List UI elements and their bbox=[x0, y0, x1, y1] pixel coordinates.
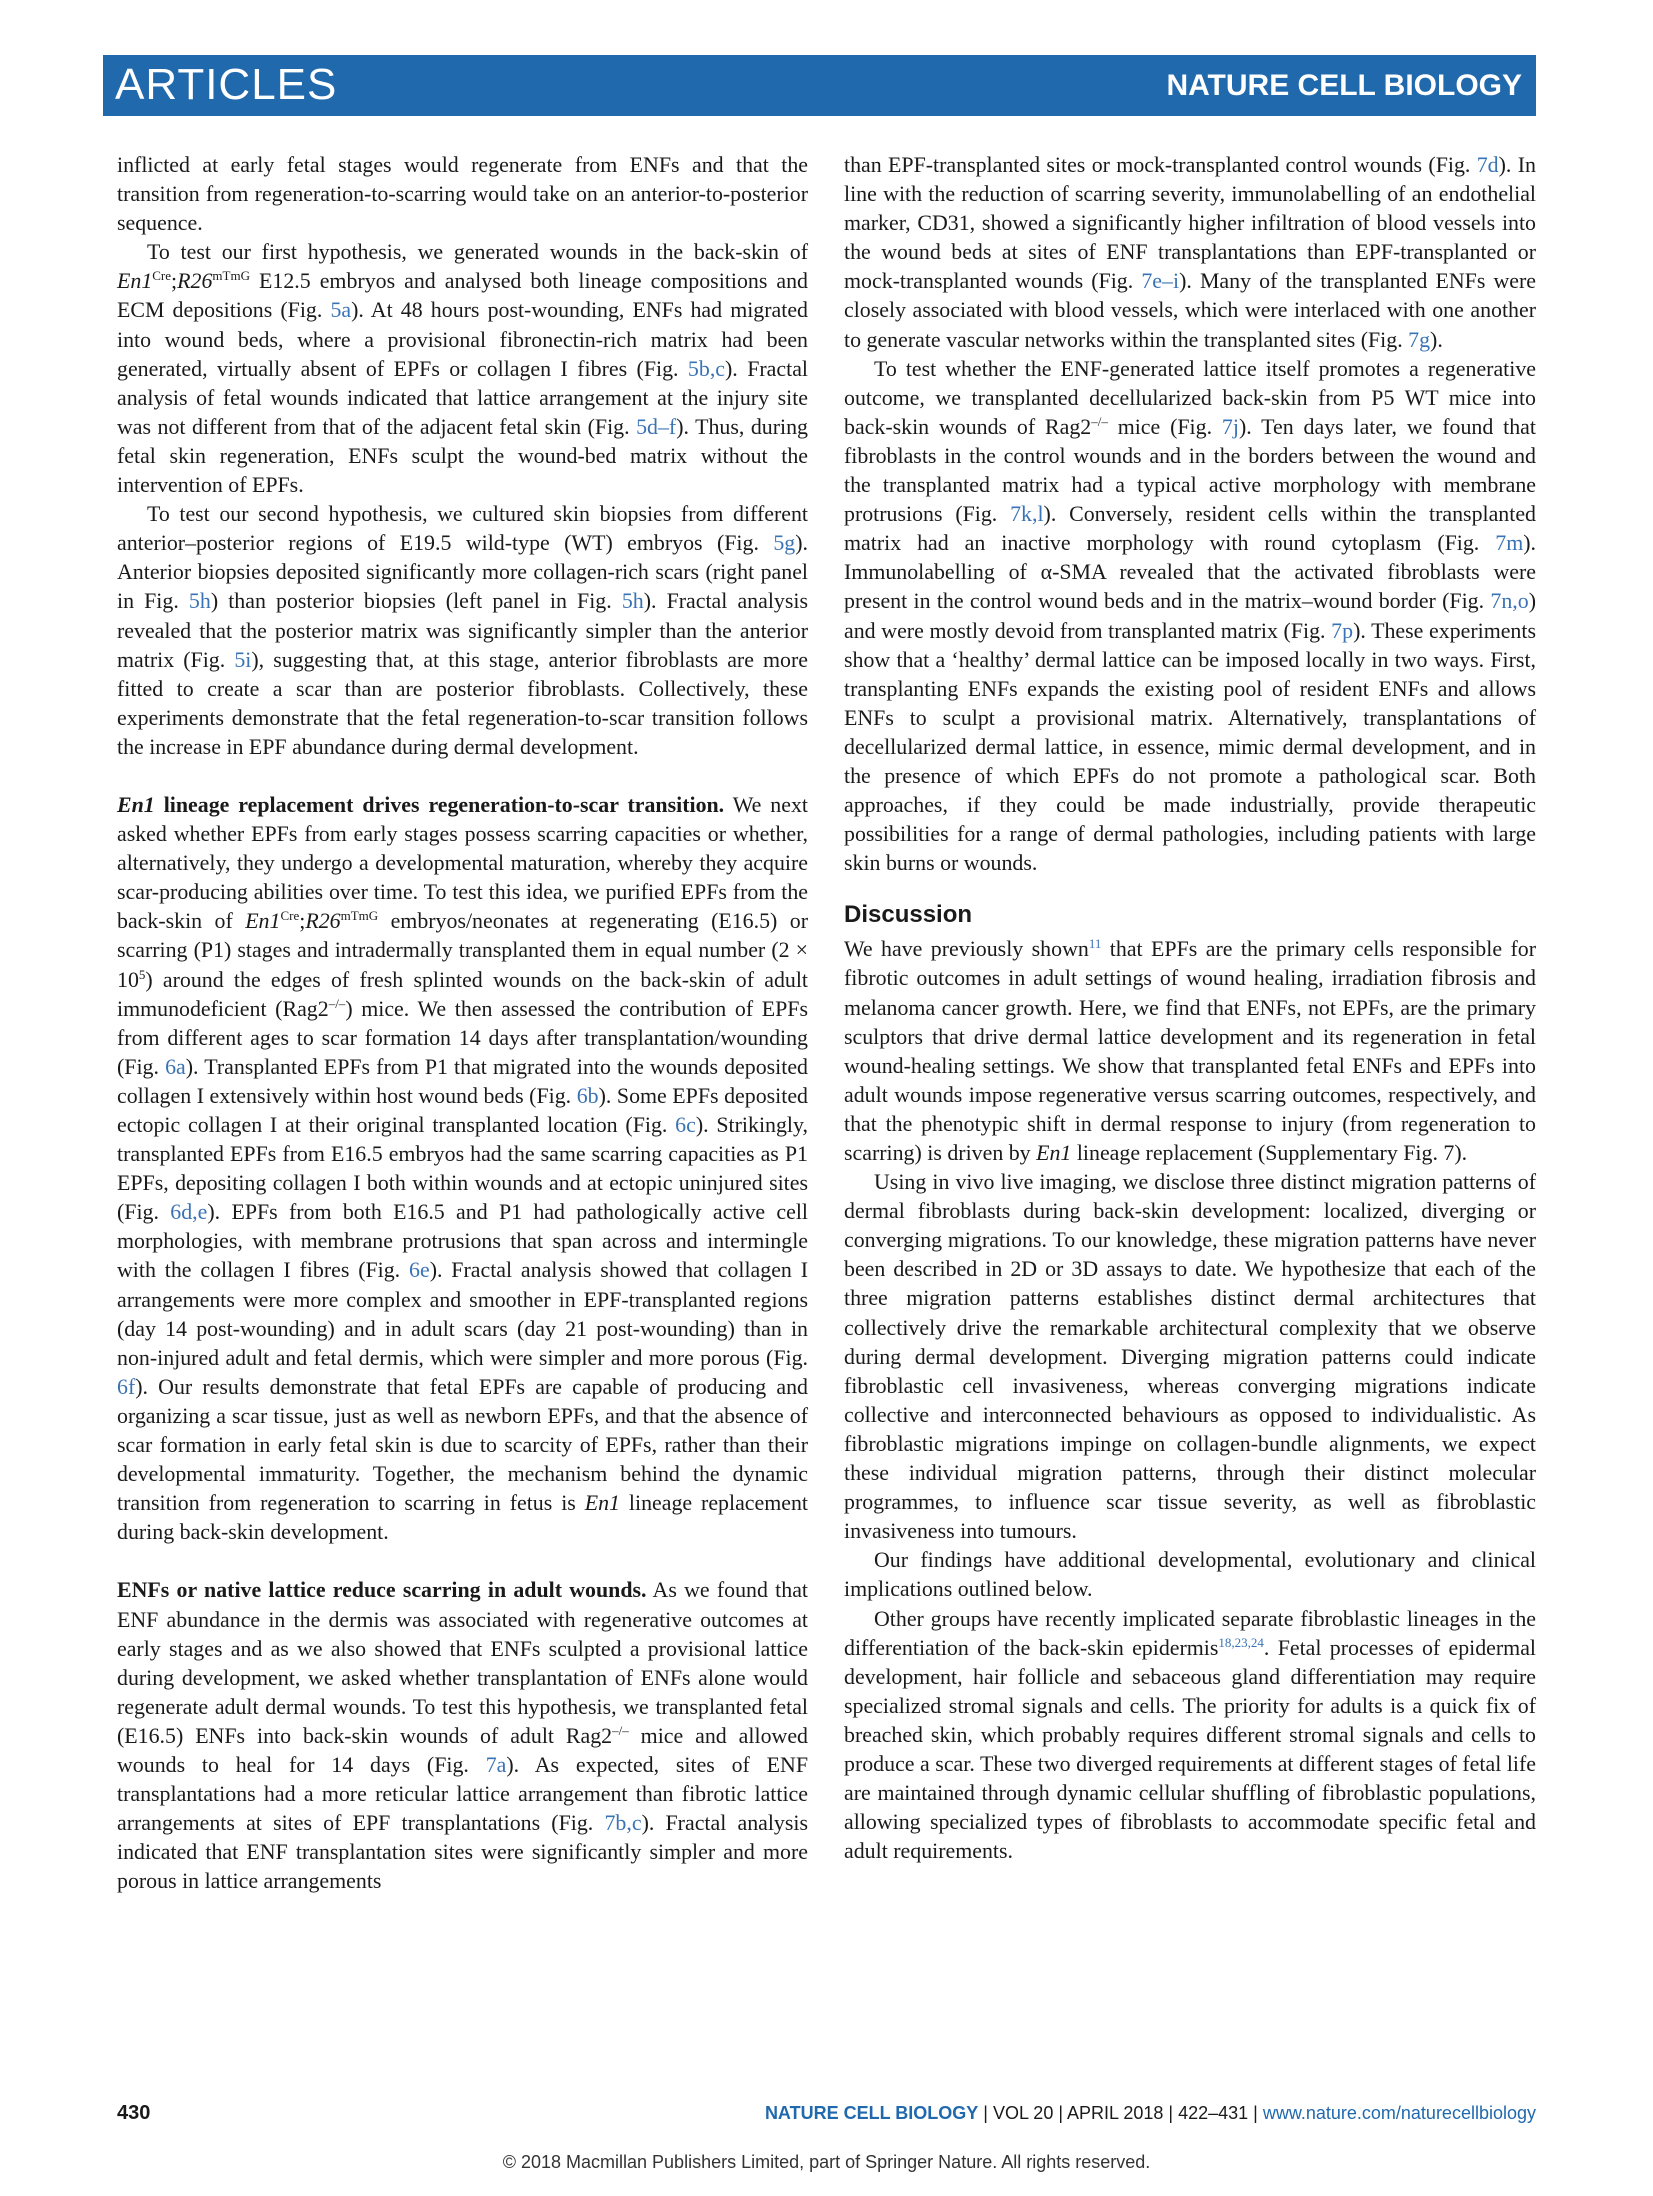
citation-link[interactable]: 11 bbox=[1088, 936, 1102, 952]
figure-link[interactable]: 5i bbox=[234, 646, 252, 672]
journal-name: NATURE CELL BIOLOGY bbox=[1166, 69, 1522, 102]
gene-name: R26 bbox=[305, 908, 341, 934]
copyright-notice: © 2018 Macmillan Publishers Limited, part of Springer Nature. All rights reserved. bbox=[502, 2152, 1151, 2172]
citation-link[interactable]: 18,23,24 bbox=[1218, 1634, 1264, 1650]
page-footer bbox=[117, 2102, 1536, 2128]
figure-link[interactable]: 6e bbox=[409, 1257, 430, 1283]
figure-link[interactable]: 7e–i bbox=[1141, 268, 1180, 294]
figure-link[interactable]: 7n,o bbox=[1490, 588, 1529, 614]
footer-citation: | VOL 20 | APRIL 2018 | 422–431 | bbox=[978, 2103, 1263, 2123]
paragraph: than EPF-transplanted sites or mock-transplanted control wounds (Fig. 7d). In line with the reduction of scarring severity, immunolabelling of an endothelial marker, CD31, showed a significantly higher infiltration of blood vessels into the wound beds at sites of ENF transplantations than EPF-transplanted or mock-transplanted wounds (Fig. 7e–i). Many of the transplanted ENFs were closely associated with blood vessels, which were interlaced with one another to generate vascular networks within the transplanted sites (Fig. 7g). bbox=[844, 152, 1536, 352]
gene-name: En1 bbox=[584, 1490, 620, 1516]
figure-link[interactable]: 7g bbox=[1408, 326, 1431, 352]
figure-link[interactable]: 6a bbox=[165, 1053, 186, 1079]
figure-link[interactable]: 5b,c bbox=[687, 355, 726, 381]
figure-link[interactable]: 6b bbox=[576, 1082, 599, 1108]
paragraph: Using in vivo live imaging, we disclose three distinct migration patterns of dermal fibroblasts during back-skin development: localized, diverging or converging migrations. To our knowledge, these migration patterns have never been described in 2D or 3D assays to date. We hypothesize that each of the three migration patterns establishes distinct dermal architectures that collectively drive the remarkable architectural complexity that we observe during dermal development. Diverging migration patterns could indicate fibroblastic cell invasiveness, whereas converging migrations indicate collective and interconnected behaviours as opposed to individualistic. As fibroblastic migrations impinge on collagen-bundle alignments, we expect these individual migration patterns, through their distinct molecular programmes, to influence scar tissue severity, as well as fibroblastic invasiveness into tumours. bbox=[844, 1169, 1536, 1544]
gene-name: R26 bbox=[177, 268, 213, 294]
figure-link[interactable]: 7p bbox=[1331, 617, 1354, 643]
header-banner bbox=[103, 55, 1536, 116]
paragraph: Other groups have recently implicated separate fibroblastic lineages in the differentiation of the back-skin epidermis$^{18,23,24}$. Fetal processes of epidermal development, hair follicle and sebaceous gland differentiation may require specialized stromal signals and cells. The priority for adults is a quick fix of breached skin, which probably requires different stromal signals and cells to produce a scar. These two diverged requirements at different stages of fetal life are maintained through dynamic cellular shuffling of fibroblastic populations, allowing specialized types of fibroblasts to accommodate specific fetal and adult requirements. bbox=[844, 1605, 1537, 1864]
figure-link[interactable]: 7k,l bbox=[1010, 501, 1044, 527]
journal-url-link[interactable]: www.nature.com/naturecellbiology bbox=[1262, 2103, 1536, 2123]
paragraph: We have previously shown$^{11}$ that EPFs are the primary cells responsible for fibrotic outcomes in adult settings of wound healing, irradiation fibrosis and melanoma cancer growth. Here, we find that ENFs, not EPFs, are the primary sculptors that drive dermal lattice development and its regeneration in fetal wound-healing settings. We show that transplanted fetal ENFs and EPFs into adult wounds impose regenerative versus scarring outcomes, respectively, and that the phenotypic shift in dermal response to injury (from regeneration to scarring) is driven by En1 lineage replacement (Supplementary Fig. 7). bbox=[844, 936, 1536, 1165]
figure-link[interactable]: 6f bbox=[117, 1373, 136, 1399]
subsection-heading: En1 lineage replacement drives regeneration-to-scar transition. bbox=[117, 791, 725, 817]
figure-link[interactable]: 5a bbox=[330, 297, 352, 323]
paragraph: inflicted at early fetal stages would regenerate from ENFs and that the transition from regeneration-to-scarring would take on an anterior-to-posterior sequence. bbox=[117, 152, 808, 236]
figure-link[interactable]: 7d bbox=[1476, 152, 1499, 177]
figure-link[interactable]: 5h bbox=[621, 588, 644, 614]
figure-link[interactable]: 7j bbox=[1221, 413, 1239, 439]
gene-name: En1 bbox=[1036, 1140, 1072, 1165]
figure-link[interactable]: 5d–f bbox=[636, 413, 677, 439]
citation-line bbox=[765, 2103, 1536, 2124]
right-column bbox=[844, 150, 1536, 1865]
page-number: 430 bbox=[117, 2102, 151, 2124]
gene-name: En1 bbox=[117, 268, 153, 294]
footer-journal: NATURE CELL BIOLOGY bbox=[764, 2103, 979, 2123]
figure-link[interactable]: 7a bbox=[485, 1751, 507, 1777]
figure-link[interactable]: 6d,e bbox=[170, 1199, 208, 1225]
left-column bbox=[117, 150, 808, 1895]
paragraph: En1 lineage replacement drives regeneration-to-scar transition. We next asked whether EPFs from early stages possess scarring capacities or whether, alternatively, they undergo a developmental maturation, whereby they acquire scar-producing abilities over time. To test this idea, we purified EPFs from the back-skin of $En1^{Cre};R26^{mTmG}$ embryos/neonates at regenerating (E16.5) or scarring (P1) stages and intradermally transplanted them in equal number $(2 \times 10^5)$ around the edges of fresh splinted wounds on the back-skin of adult immunodeficient (Rag2–/–) mice. We then assessed the contribution of EPFs from different ages to scar formation 14 days after transplantation/wounding (Fig. 6a). Transplanted EPFs from P1 that migrated into the wounds deposited collagen I extensively within host wound beds (Fig. 6b). Some EPFs deposited ectopic collagen I at their original transplanted location (Fig. 6c). Strikingly, transplanted EPFs from E16.5 embryos had the same scarring capacities as P1 EPFs, depositing collagen I both within wounds and at ectopic uninjured sites (Fig. 6d,e). EPFs from both E16.5 and P1 had pathologically active cell morphologies, with membrane protrusions that span across and intermingle with the collagen I fibres (Fig. 6e). Fractal analysis showed that collagen I arrangements were more complex and smoother in EPF-transplanted regions (day 14 post-wounding) and in adult scars (day 21 post-wounding) than in non-injured adult and fetal dermis, which were simpler and more porous (Fig. 6f). Our results demonstrate that fetal EPFs are capable of producing and organizing a scar tissue, just as well as newborn EPFs, and that the absence of scar formation in early fetal skin is due to scarcity of EPFs, rather than their developmental immaturity. Together, the mechanism behind the dynamic transition from regeneration to scarring in fetus is En1 lineage replacement during back-skin development. bbox=[117, 791, 809, 1545]
figure-link[interactable]: 7m bbox=[1495, 530, 1524, 556]
paragraph: To test our first hypothesis, we generated wounds in the back-skin of $En1^{Cre};R26^{mTmG}$ E12.5 embryos and analysed both lineage compositions and ECM depositions (Fig. 5a). At 48 hours post-wounding, ENFs had migrated into wound beds, where a provisional fibronectin-rich matrix had been generated, virtually absent of EPFs or collagen I fibres (Fig. 5b,c). Fractal analysis of fetal wounds indicated that lattice arrangement at the injury site was not different from that of the adjacent fetal skin (Fig. 5d–f). Thus, during fetal skin regeneration, ENFs sculpt the wound-bed matrix without the intervention of EPFs. bbox=[117, 239, 809, 498]
paragraph: To test our second hypothesis, we cultured skin biopsies from different anterior–posterior regions of E19.5 wild-type (WT) embryos (Fig. 5g). Anterior biopsies deposited significantly more collagen-rich scars (right panel in Fig. 5h) than posterior biopsies (left panel in Fig. 5h). Fractal analysis revealed that the posterior matrix was significantly simpler than the anterior matrix (Fig. 5i), suggesting that, at this stage, anterior fibroblasts are more fitted to create a scar than are posterior fibroblasts. Collectively, these experiments demonstrate that the fetal regeneration-to-scar transition follows the increase in EPF abundance during dermal development. bbox=[117, 501, 808, 759]
section-label: ARTICLES bbox=[115, 60, 338, 109]
figure-link[interactable]: 5h bbox=[188, 588, 211, 614]
gene-name: En1 bbox=[245, 908, 281, 934]
figure-link[interactable]: 5g bbox=[773, 530, 796, 556]
paragraph: ENFs or native lattice reduce scarring in adult wounds. As we found that ENF abundance in the dermis was associated with regenerative outcomes at early stages and as we also showed that ENFs sculpted a provisional lattice during development, we asked whether transplantation of ENFs alone would regenerate adult dermal wounds. To test this hypothesis, we transplanted fetal (E16.5) ENFs into back-skin wounds of adult Rag2–/– mice and allowed wounds to heal for 14 days (Fig. 7a). As expected, sites of ENF transplantations had a more reticular lattice arrangement than fibrotic lattice arrangements at sites of EPF transplantations (Fig. 7b,c). Fractal analysis indicated that ENF transplantation sites were significantly simpler and more porous in lattice arrangements bbox=[117, 1577, 808, 1894]
figure-link[interactable]: 7b,c bbox=[604, 1810, 642, 1836]
subsection-heading: ENFs or native lattice reduce scarring in adult wounds. bbox=[117, 1577, 647, 1603]
paragraph: Our findings have additional developmental, evolutionary and clinical implications outlined below. bbox=[844, 1547, 1536, 1602]
figure-link[interactable]: 6c bbox=[675, 1112, 696, 1137]
paragraph: To test whether the ENF-generated lattice itself promotes a regenerative outcome, we transplanted decellularized back-skin from P5 WT mice into back-skin wounds of Rag2–/– mice (Fig. 7j). Ten days later, we found that fibroblasts in the control wounds and in the borders between the wound and the transplanted matrix had a typical active morphology with membrane protrusions (Fig. 7k,l). Conversely, resident cells within the transplanted matrix had an inactive morphology with round cytoplasm (Fig. 7m). Immunolabelling of α-SMA revealed that the activated fibroblasts were present in the control wound beds and in the matrix–wound border (Fig. 7n,o) and were mostly devoid from transplanted matrix (Fig. 7p). These experiments show that a ‘healthy’ dermal lattice can be imposed locally in two ways. First, transplanting ENFs expands the existing pool of resident ENFs and allows ENFs to sculpt a provisional matrix. Alternatively, transplantations of decellularized dermal lattice, in essence, mimic dermal development, and in the presence of which EPFs do not promote a pathological scar. Both approaches, if they could be made industrially, provide therapeutic possibilities for a range of dermal pathologies, including patients with large skin burns or wounds. bbox=[844, 355, 1536, 876]
discussion-heading: Discussion bbox=[844, 901, 973, 929]
